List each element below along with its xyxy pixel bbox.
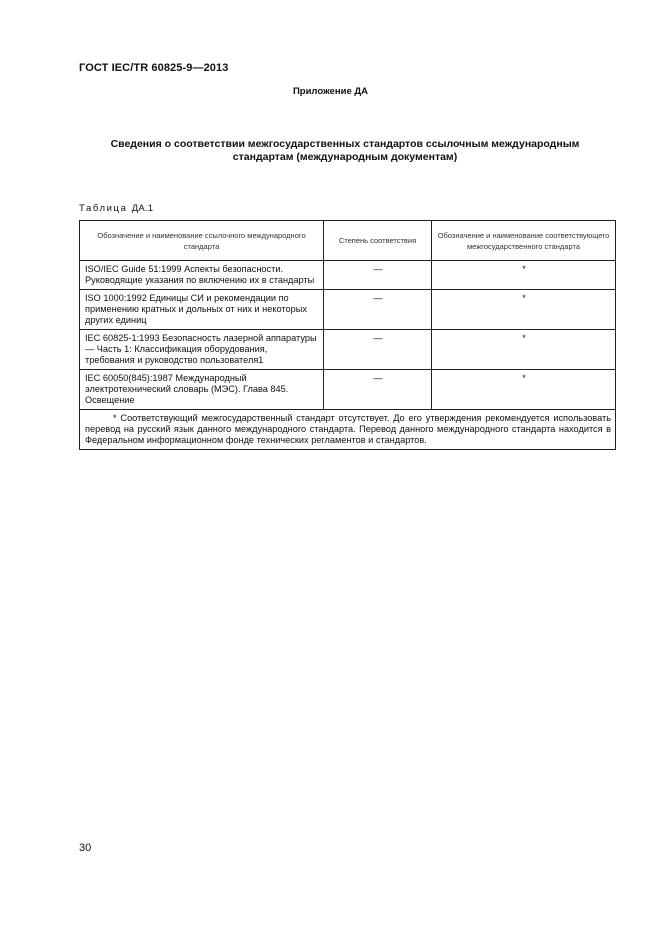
table-caption-prefix: Таблица	[79, 203, 128, 214]
page-number: 30	[79, 842, 92, 854]
appendix-title: Приложение ДА	[292, 86, 369, 97]
interstate-standard-cell: *	[432, 330, 616, 370]
degree-cell: —	[324, 261, 432, 290]
degree-cell: —	[324, 370, 432, 410]
section-title	[90, 138, 600, 164]
interstate-standard-cell: *	[432, 290, 616, 330]
degree-cell: —	[324, 330, 432, 370]
ref-standard-cell: ISO/IEC Guide 51:1999 Аспекты безопасности. Руководящие указания по включению их в стандарты	[80, 261, 324, 290]
header-degree: Степень соответствия	[324, 221, 432, 261]
interstate-standard-cell: *	[432, 261, 616, 290]
table-caption-number: ДА.1	[131, 203, 154, 214]
degree-cell: —	[324, 290, 432, 330]
ref-standard-cell: ISO 1000:1992 Единицы СИ и рекомендации по применению кратных и дольных от них и некоторых других единиц	[80, 290, 324, 330]
section-title-line-1: Сведения о соответствии межгосударственных стандартов ссылочным международным	[110, 138, 580, 150]
ref-standard-cell: IEC 60050(845):1987 Международный электротехнический словарь (МЭС). Глава 845. Освещение	[80, 370, 324, 410]
header-interstate-standard: Обозначение и наименование соответствующего межгосударственного стандарта	[432, 221, 616, 261]
section-title-line-2: стандартам (международным документам)	[232, 151, 458, 163]
interstate-standard-cell: *	[432, 370, 616, 410]
standards-table	[79, 220, 616, 450]
table-row	[80, 370, 616, 410]
header-ref-standard: Обозначение и наименование ссылочного международного стандарта	[80, 221, 324, 261]
table-row	[80, 290, 616, 330]
table-footnote-row	[80, 410, 616, 450]
document-code: ГОСТ IEC/TR 60825-9—2013	[79, 62, 229, 74]
table-caption	[79, 203, 153, 214]
ref-standard-cell: IEC 60825-1:1993 Безопасность лазерной аппаратуры — Часть 1: Классификация оборудования, требования и руководство пользователя1	[80, 330, 324, 370]
table-header-row	[80, 221, 616, 261]
table-row	[80, 261, 616, 290]
table-row	[80, 330, 616, 370]
table-footnote: * Соответствующий межгосударственный стандарт отсутствует. До его утверждения рекомендуется использовать перевод на русский язык данного международного стандарта. Перевод данного международного стандарта находится в Федеральном информационном фонде технических регламентов и стандартов.	[80, 410, 616, 450]
